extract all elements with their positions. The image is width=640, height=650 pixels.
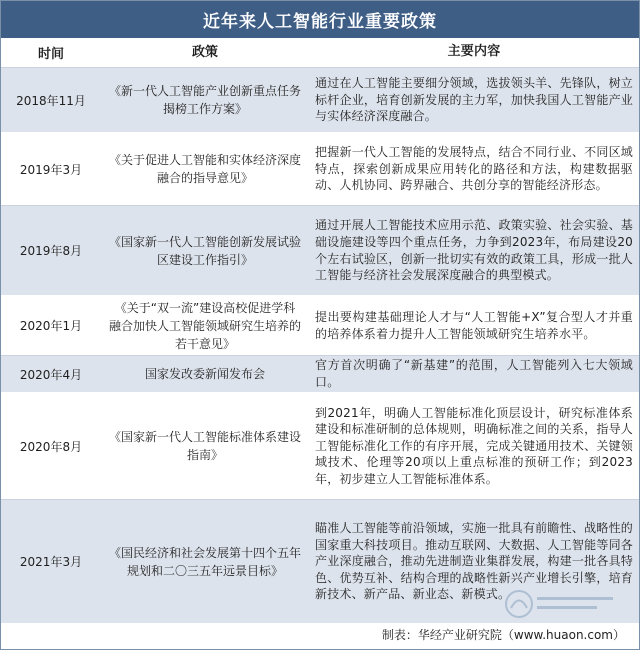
- row-time: 2020年4月: [19, 367, 83, 382]
- header-policy: 政策: [191, 44, 218, 60]
- table-header-row: [1, 38, 639, 68]
- policy-table: [1, 38, 639, 624]
- table-row: [1, 206, 639, 296]
- table-row: [1, 356, 639, 393]
- row-content: 通过在人工智能主要细分领域，选拔领头羊、先锋队，树立标杆企业，培育创新发展的主力军，加快我国人工智能产业与实体经济深度融合。: [315, 76, 633, 124]
- row-policy: 《新一代人工智能产业创新重点任务揭榜工作方案》: [109, 84, 302, 116]
- row-time: 2020年1月: [19, 319, 83, 333]
- row-content: 瞄准人工智能等前沿领域，实施一批具有前瞻性、战略性的国家重大科技项目。推动互联网、大数据、人工智能等同各产业深度融合，推动先进制造业集群发展，构建一批各具特色、优势互补、结构合理的战略性新兴产业增长引擎，培育新技术、新产品、新业态、新模式。: [315, 521, 633, 602]
- table-row: [1, 133, 639, 206]
- row-time: 2021年3月: [19, 555, 83, 569]
- header-content: 主要内容: [447, 44, 501, 60]
- row-time: 2018年11月: [16, 93, 86, 108]
- row-time: 2019年8月: [19, 244, 83, 258]
- table-row: [1, 393, 639, 500]
- watermark-logo: [503, 587, 621, 621]
- table-row: [1, 68, 639, 133]
- table-title: 近年来人工智能行业重要政策: [1, 1, 639, 38]
- row-content: 提出要构建基础理论人才与“人工智能+X”复合型人才并重的培养体系着力提升人工智能领域研究生培养水平。: [315, 309, 633, 341]
- row-policy: 《国民经济和社会发展第十四个五年规划和二〇三五年远景目标》: [109, 545, 302, 578]
- row-content: 通过开展人工智能技术应用示范、政策实验、社会实验、基础设施建设等四个重点任务，力争到2023年，布局建设20个左右试验区，创新一批切实有效的政策工具，形成一批人工智能与经济社会发展深度融合的典型模式。: [315, 218, 633, 283]
- row-policy: 《关于“双一流”建设高校促进学科融合加快人工智能领域研究生培养的若干意见》: [109, 300, 302, 351]
- row-time: 2019年3月: [19, 162, 83, 177]
- row-content: 到2021年，明确人工智能标准化顶层设计，研究标准体系建设和标准研制的总体规则，明确标准之间的关系，指导人工智能标准化工作的有序开展，完成关键通用技术、关键领域技术、伦理等20项以上重点标准的预研工作；到2023年，初步建立人工智能标准体系。: [315, 405, 633, 486]
- row-content: 官方首次明确了“新基建”的范围，人工智能列入七大领域口。: [315, 358, 633, 389]
- header-time: 时间: [37, 47, 64, 62]
- row-policy: 《关于促进人工智能和实体经济深度融合的指导意见》: [109, 153, 302, 185]
- table-row: [1, 296, 639, 356]
- row-policy: 《国家新一代人工智能创新发展试验区建设工作指引》: [109, 234, 302, 267]
- row-policy: 《国家新一代人工智能标准体系建设指南》: [109, 430, 302, 462]
- table-source-footer: 制表：华经产业研究院（www.huaon.com）: [381, 628, 625, 642]
- row-content: 把握新一代人工智能的发展特点，结合不同行业、不同区域特点，探索创新成果应用转化的路径和方法，构建数据驱动、人机协同、跨界融合、共创分享的智能经济形态。: [315, 145, 633, 193]
- row-time: 2020年8月: [19, 439, 83, 454]
- row-policy: 国家发改委新闻发布会: [144, 367, 265, 381]
